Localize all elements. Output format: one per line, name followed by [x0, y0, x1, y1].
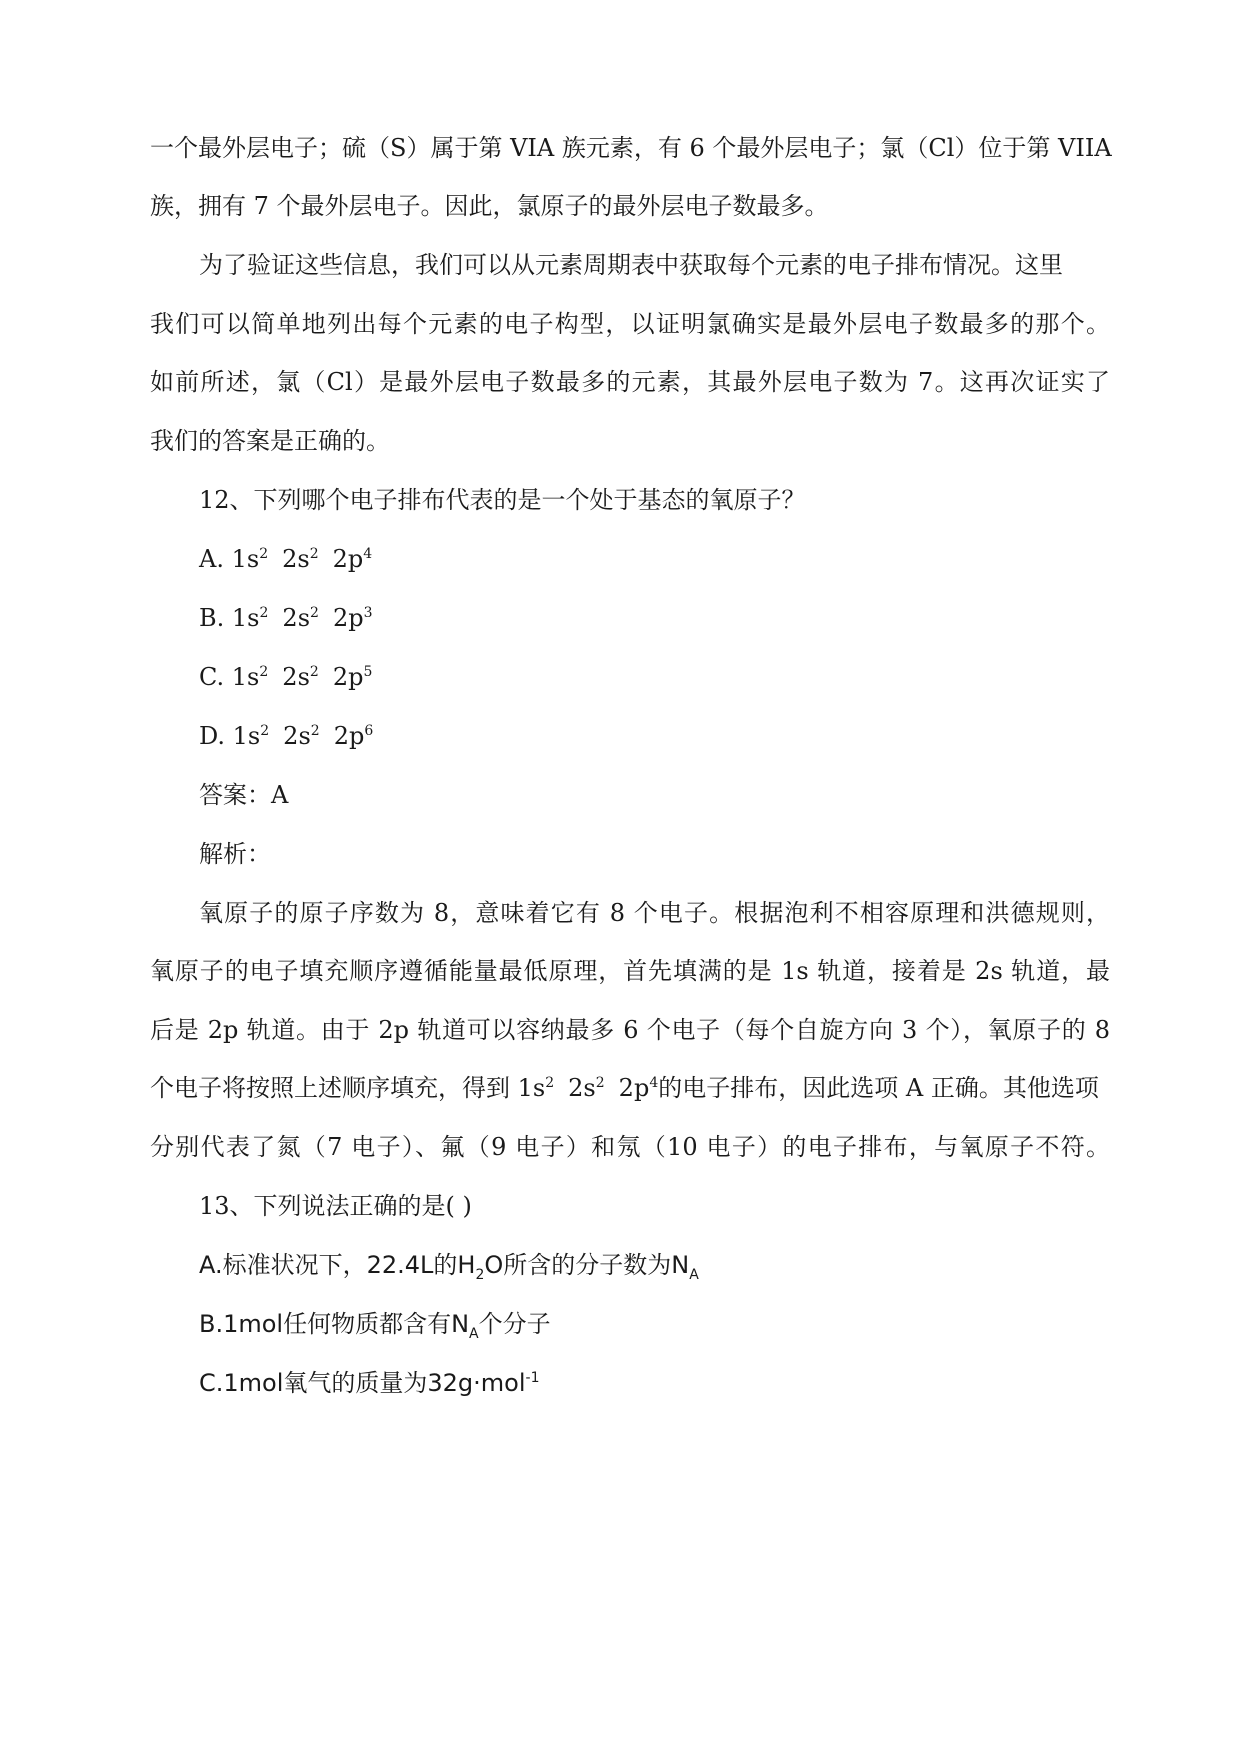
paragraph-line: 为了验证这些信息，我们可以从元素周期表中获取每个元素的电子排布情况。这里 [199, 251, 1063, 279]
explanation-line: 个电子将按照上述顺序填充，得到 $1s^2$ $2s^2$ $2p^4$的电子排布，因此选项 A 正确。其他选项 [150, 1074, 1099, 1102]
question-13-text: 13、下列说法正确的是( ) [199, 1192, 472, 1220]
question-12-text: 12、下列哪个电子排布代表的是一个处于基态的氧原子？ [199, 486, 806, 514]
option-d: D. $1s^2$ $2s^2$ $2p^6$ [199, 722, 374, 750]
explanation-line: 后是 2p 轨道。由于 2p 轨道可以容纳最多 6 个电子（每个自旋方向 3 个），氧原子的 8 [150, 1016, 1110, 1044]
paragraph-line: 族，拥有 7 个最外层电子。因此，氯原子的最外层电子数最多。 [150, 192, 829, 220]
paragraph-line: 我们可以简单地列出每个元素的电子构型，以证明氯确实是最外层电子数最多的那个。 [150, 310, 1110, 338]
option-a: A. $1s^2$ $2s^2$ $2p^4$ [199, 545, 373, 573]
explanation-line: 分别代表了氮（7 电子）、氟（9 电子）和氖（10 电子）的电子排布，与氧原子不符。 [150, 1133, 1110, 1161]
q13-option-b: B.1mol任何物质都含有$N_A$个分子 [199, 1310, 551, 1342]
answer-text: 答案：A [199, 781, 289, 809]
q13-option-c: C.1mol氧气的质量为32g·mol$^{-1}$ [199, 1369, 540, 1397]
option-c: C. $1s^2$ $2s^2$ $2p^5$ [199, 663, 373, 691]
explanation-line: 氧原子的原子序数为 8，意味着它有 8 个电子。根据泡利不相容原理和洪德规则， [199, 899, 1110, 927]
paragraph-line: 如前所述，氯（Cl）是最外层电子数最多的元素，其最外层电子数为 7。这再次证实了 [150, 368, 1110, 396]
explanation-line: 氧原子的电子填充顺序遵循能量最低原理，首先填满的是 1s 轨道，接着是 2s 轨道，最 [150, 957, 1110, 985]
paragraph-line: 一个最外层电子；硫（S）属于第 VIA 族元素，有 6 个最外层电子；氯（Cl）位于第 VIIA [150, 134, 1112, 162]
analysis-label: 解析： [199, 840, 271, 868]
paragraph-line: 我们的答案是正确的。 [150, 427, 390, 455]
option-b: B. $1s^2$ $2s^2$ $2p^3$ [199, 604, 373, 632]
q13-option-a: A.标准状况下，22.4L的$H_2O$所含的分子数为$N_A$ [199, 1251, 699, 1283]
